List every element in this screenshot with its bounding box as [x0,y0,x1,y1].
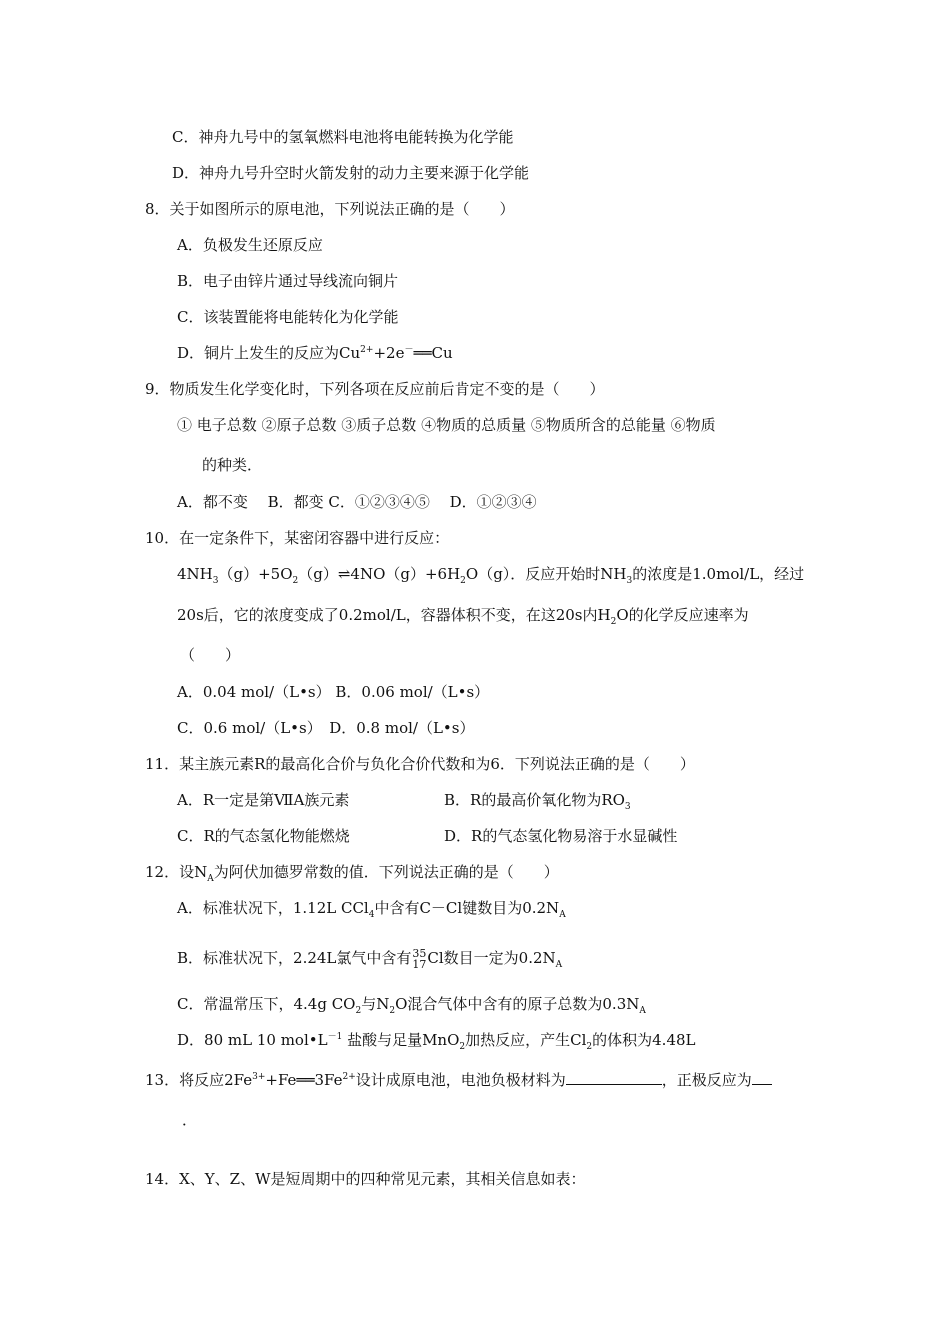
q9-items-line1: ① 电子总数 ②原子总数 ③质子总数 ④物质的总质量 ⑤物质所含的总能量 ⑥物质 [177,416,716,434]
negative-electrode-blank[interactable] [566,1068,662,1085]
q10-options-ab: A．0.04 mol/（L•s） B．0.06 mol/（L•s） [177,683,490,701]
q10-answer-paren: （ ） [180,646,241,664]
q10-options-cd: C．0.6 mol/（L•s） D．0.8 mol/（L•s） [177,719,475,737]
q12-option-b: B．标准状况下，2.24L氯气中含有35 17Cl数目一定为$0.2N_A$ [177,947,563,971]
q12-option-a: A．标准状况下，1.12L CCl$_4$中含有C－Cl键数目为$0.2N_A$ [177,899,566,920]
q10-equation: $4NH_3(g)+5O_2(g)\rightleftharpoons 4NO(g)+6H_2O(g)$．反应开始时$NH_3$的浓度是1.0mol/L，经过 [177,565,805,586]
q12-option-c: C．常温常压下，4.4g $CO_2$与$N_2O$混合气体中含有的原子总数为$0.3N_A$ [177,995,646,1016]
q10-line2: 20s后，它的浓度变成了0.2mol/L，容器体积不变，在这20s内$H_2O$的化学反应速率为 [177,606,749,627]
q14-stem: 14．X、Y、Z、W是短周期中的四种常见元素，其相关信息如表： [145,1170,586,1188]
q11-option-a: A．R一定是第ⅦA族元素 [177,791,350,809]
q11-stem: 11．某主族元素R的最高化合价与负化合价代数和为6．下列说法正确的是（ ） [145,755,695,773]
q10-stem: 10．在一定条件下，某密闭容器中进行反应： [145,529,450,547]
q13-stem: 13．将反应$2Fe^{3+}+Fe══3Fe^{2+}$设计成原电池，电池负极材料为 ，正极反应为 [145,1068,772,1090]
q9-items-line2: 的种类． [202,456,263,474]
q9-options: A．都不变 B．都变 C．①②③④⑤ D．①②③④ [177,493,537,511]
q8-option-d: D．铜片上发生的反应为$Cu^{2+}+2e^-══Cu$ [177,344,453,362]
q13-end-mark: ． [182,1111,198,1129]
positive-reaction-blank[interactable] [752,1068,772,1085]
q8-option-c: C．该装置能将电能转化为化学能 [177,308,399,326]
q9-stem: 9．物质发生化学变化时，下列各项在反应前后肯定不变的是（ ） [145,380,605,398]
q12-option-d: D．80 mL 10 $mol•L^{-1}$ 盐酸与足量MnO$_2$加热反应，产生$Cl_2$的体积为4.48L [177,1031,696,1052]
isotope-notation: 35 17 [412,947,427,971]
q7-option-c: C．神舟九号中的氢氧燃料电池将电能转换为化学能 [172,128,514,146]
q11-option-b: B．R的最高价氧化物为$RO_3$ [444,791,631,812]
q12-stem: 12．设$N_A$为阿伏加德罗常数的值．下列说法正确的是（ ） [145,863,559,884]
q11-option-c: C．R的气态氢化物能燃烧 [177,827,350,845]
q8-option-b: B．电子由锌片通过导线流向铜片 [177,272,399,290]
q8-option-a: A．负极发生还原反应 [177,236,323,254]
q7-option-d: D．神舟九号升空时火箭发射的动力主要来源于化学能 [172,164,530,182]
q11-option-d: D．R的气态氢化物易溶于水显碱性 [444,827,678,845]
q8-stem: 8．关于如图所示的原电池，下列说法正确的是（ ） [145,200,515,218]
